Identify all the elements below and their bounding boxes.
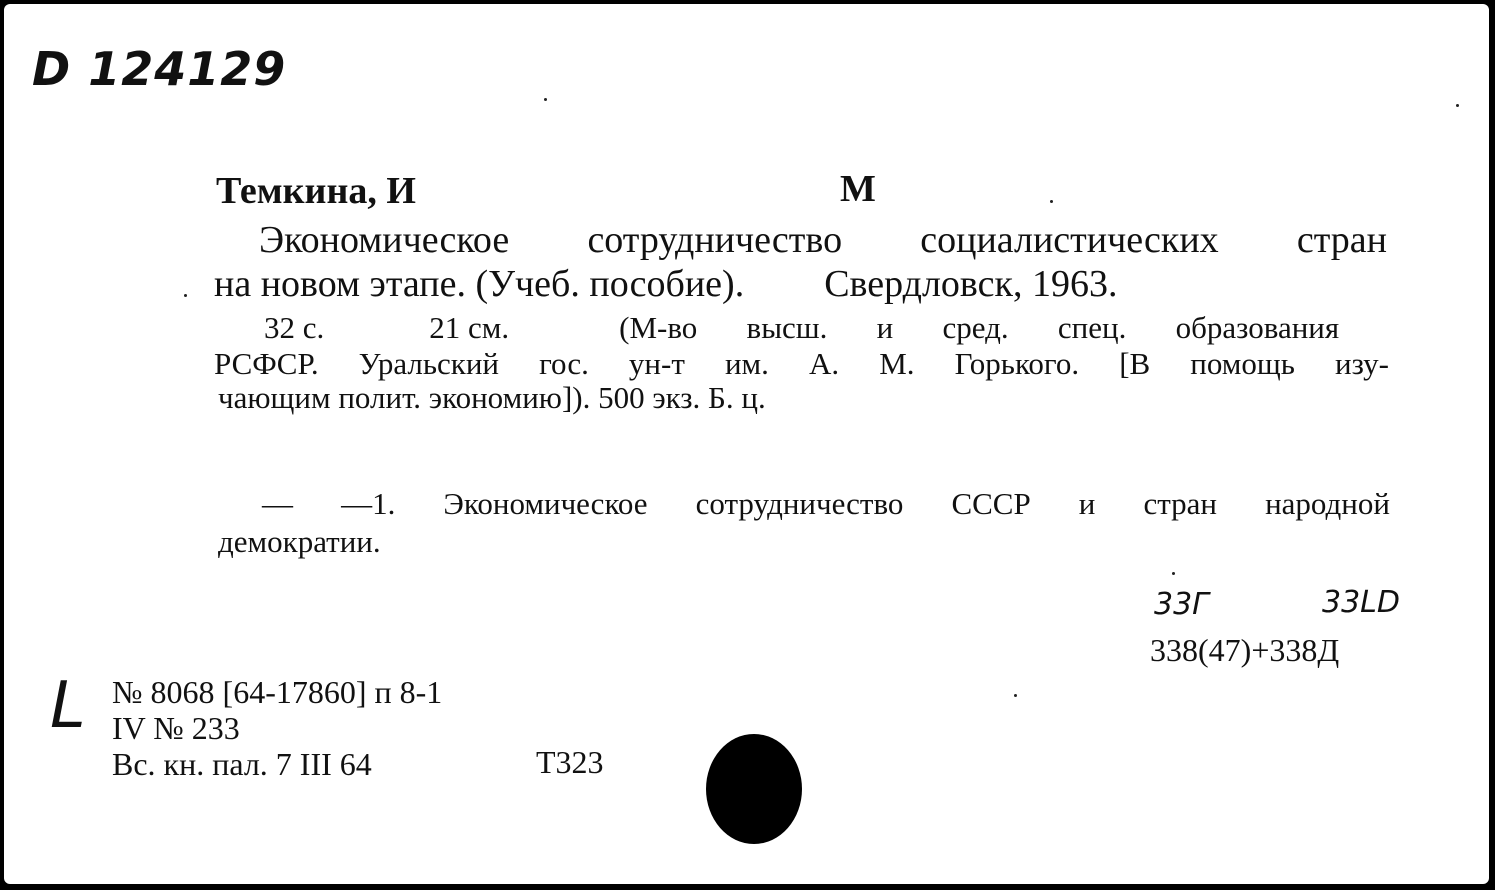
punch-hole xyxy=(706,734,802,844)
print-code: Т323 xyxy=(536,744,604,780)
subject-line-2: демократии. xyxy=(218,524,381,559)
author-name: Темкина, И xyxy=(216,170,416,212)
classification: 338(47)+338Д xyxy=(1150,632,1340,668)
dust-speck xyxy=(1014,694,1017,697)
title-line-2 xyxy=(214,262,1334,306)
dust-speck xyxy=(1050,200,1053,203)
series-line-2: РСФСР. Уральский гос. ун-т им. А. М. Горького. [В помощь изу- xyxy=(214,346,1389,381)
catalog-card xyxy=(4,4,1489,884)
section-number: IV № 233 xyxy=(112,710,240,746)
handwritten-class-b: 33LD xyxy=(1322,585,1400,620)
chamber-date: Вс. кн. пал. 7 III 64 xyxy=(112,746,372,782)
subject-line-1: — —1. Экономическое сотрудничество СССР и стран народной xyxy=(262,486,1390,521)
handwritten-class-a: 33Г xyxy=(1154,587,1209,622)
collation-line-1 xyxy=(264,310,1389,346)
dust-speck xyxy=(1456,104,1459,107)
imprint: Свердловск, 1963. xyxy=(824,263,1118,305)
handwritten-mark: L xyxy=(50,669,86,743)
handwritten-call-number: D 124129 xyxy=(32,42,287,96)
series-note-start: (М-во высш. и сред. спец. образования xyxy=(619,310,1340,345)
dust-speck xyxy=(1172,572,1175,575)
card-number: № 8068 [64-17860] п 8-1 xyxy=(112,674,443,710)
title-line-1: Экономическое сотрудничество социалистических стран xyxy=(259,219,1387,261)
dust-speck xyxy=(544,98,547,101)
series-line-3: чающим полит. экономию]). 500 экз. Б. ц. xyxy=(218,380,766,415)
size: 21 см. xyxy=(429,310,510,345)
dust-speck xyxy=(184,294,187,297)
title-part: на новом этапе. (Учеб. пособие). xyxy=(214,263,745,305)
author-initial: М xyxy=(840,168,876,210)
pages: 32 с. xyxy=(264,310,325,345)
